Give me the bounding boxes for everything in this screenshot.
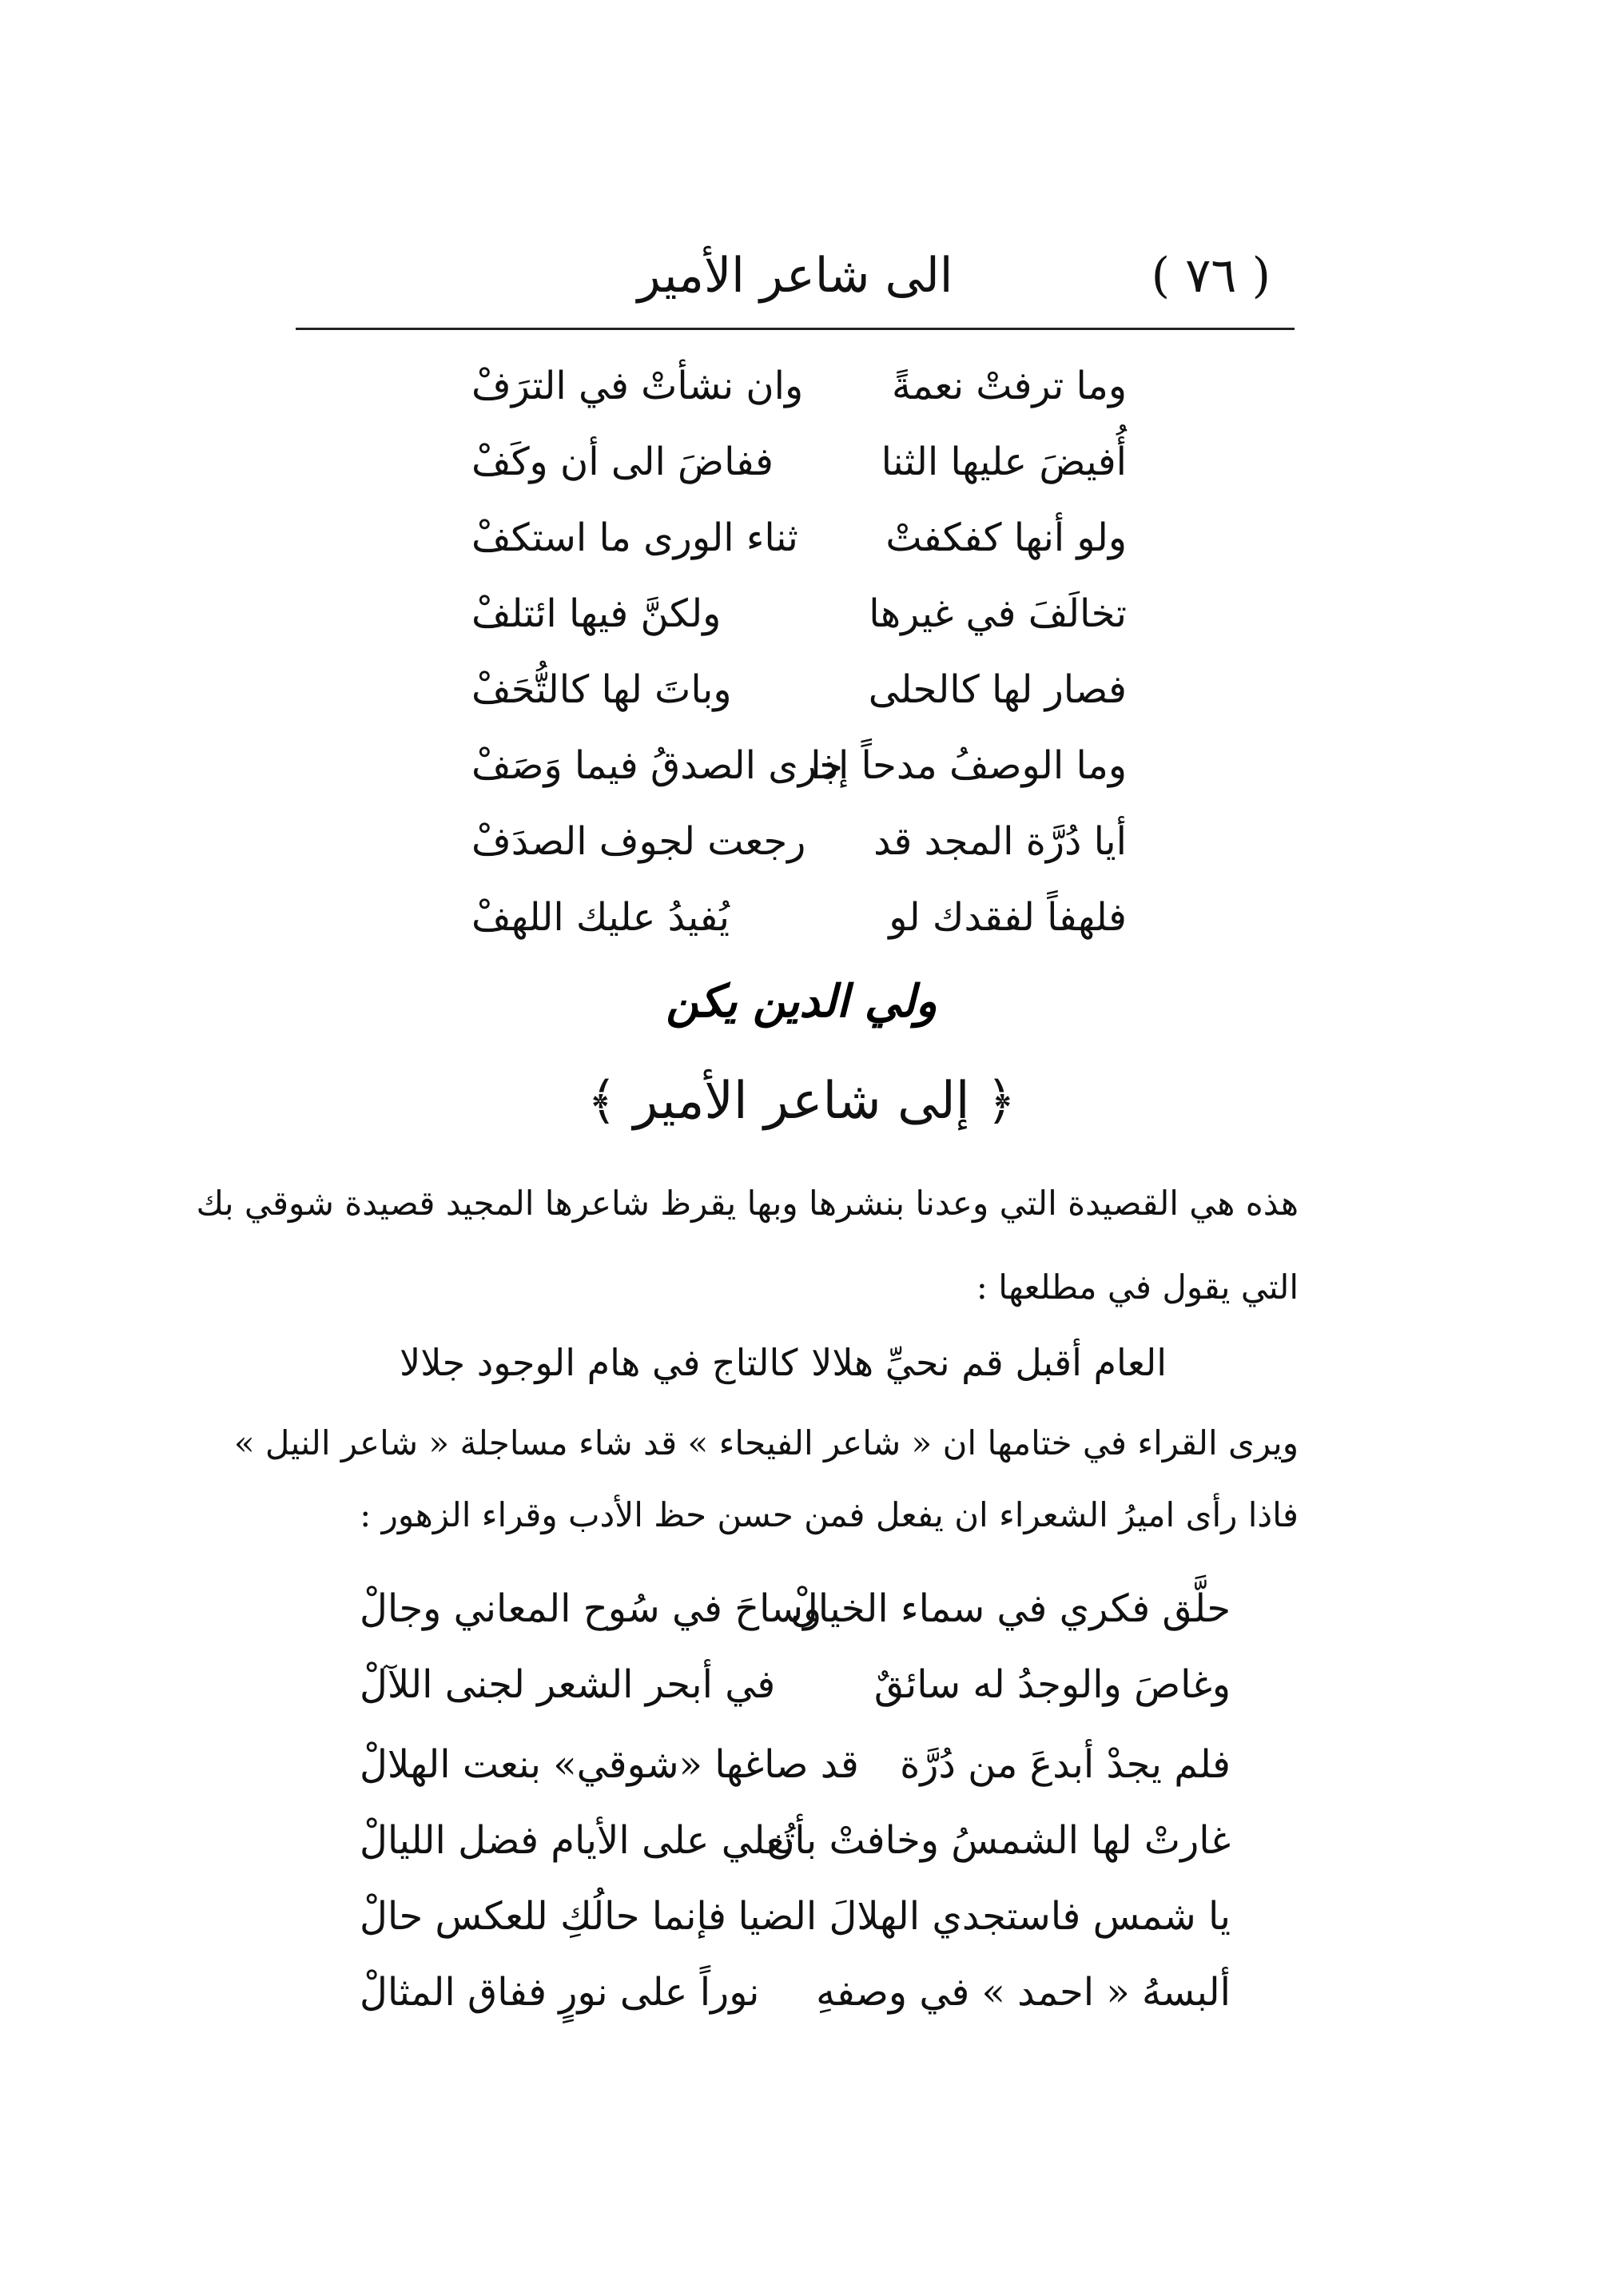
quoted-verse bbox=[400, 1331, 1167, 1395]
second-hemistich: جرى الصدقُ فيما وَصَفْ bbox=[471, 743, 843, 788]
second-hemistich: قد صاغها «شوقي» بنعت الهلالْ bbox=[360, 1742, 859, 1787]
first-hemistich: فلم يجدْ أبدعَ من دُرَّة bbox=[900, 1742, 1231, 1787]
page-number: ( ٧٦ ) bbox=[1151, 248, 1271, 304]
first-hemistich: فصار لها كالحلى bbox=[868, 667, 1127, 712]
second-hemistich: ولكنَّ فيها ائتلفْ bbox=[471, 591, 722, 636]
verse bbox=[471, 352, 1127, 420]
first-hemistich: يا شمس فاستجدي الهلالَ الضيا bbox=[738, 1894, 1231, 1939]
second-hemistich: ففاضَ الى أن وكَفْ bbox=[471, 440, 774, 484]
first-hemistich: العام أقبل قم نحيِّ هلالا bbox=[811, 1341, 1167, 1384]
first-hemistich: وما الوصفُ مدحاً إذا bbox=[810, 743, 1127, 788]
author-signature: ولي الدين يكن bbox=[666, 975, 937, 1028]
verse bbox=[360, 1730, 1231, 1799]
first-hemistich: حلَّق فكري في سماء الخيالْ bbox=[790, 1586, 1231, 1631]
second-hemistich: وساحَ في سُوح المعاني وجالْ bbox=[360, 1586, 822, 1631]
first-hemistich: تخالَفَ في غيرها bbox=[869, 591, 1127, 636]
first-hemistich: ولو أنها كفكفتْ bbox=[885, 515, 1127, 560]
verse bbox=[471, 428, 1127, 496]
verse bbox=[360, 1882, 1231, 1951]
second-hemistich: كالتاج في هام الوجود جلالا bbox=[400, 1341, 798, 1384]
intro-line-2: التي يقول في مطلعها : bbox=[976, 1267, 1299, 1307]
first-hemistich: أُفيضَ عليها الثنا bbox=[881, 440, 1127, 484]
second-hemistich: يُفيدُ عليك اللهفْ bbox=[471, 895, 730, 940]
verse bbox=[360, 1958, 1231, 2027]
second-hemistich: وان نشأتْ في الترَفْ bbox=[471, 364, 804, 408]
page-header bbox=[296, 240, 1295, 312]
note-line-2: فاذا رأى اميرُ الشعراء ان يفعل فمن حسن حظ الأدب وقراء الزهور : bbox=[360, 1495, 1299, 1534]
header-rule bbox=[296, 328, 1295, 330]
second-hemistich: في أبحر الشعر لجنى اللآلْ bbox=[360, 1662, 776, 1707]
second-hemistich: رجعت لجوف الصدَفْ bbox=[471, 819, 806, 864]
first-hemistich: وما ترفتْ نعمةً bbox=[892, 364, 1127, 408]
note-line-1: ويرى القراء في ختامها ان « شاعر الفيحاء » قد شاء مساجلة « شاعر النيل » bbox=[233, 1423, 1299, 1462]
verse bbox=[471, 883, 1127, 952]
verse bbox=[360, 1574, 1231, 1643]
first-hemistich: غارتْ لها الشمسُ وخافتْ بأن bbox=[766, 1818, 1231, 1863]
second-hemistich: وباتَ لها كالتُّحَفْ bbox=[471, 667, 732, 712]
verse bbox=[471, 731, 1127, 800]
first-hemistich: فلهفاً لفقدك لو bbox=[889, 895, 1127, 940]
verse bbox=[471, 503, 1127, 572]
second-hemistich: ثناء الورى ما استكفْ bbox=[471, 515, 798, 560]
first-hemistich: وغاصَ والوجدُ له سائقٌ bbox=[873, 1662, 1231, 1707]
verse bbox=[471, 655, 1127, 724]
first-hemistich: ألبسهُ « احمد » في وصفهِ bbox=[816, 1970, 1231, 2015]
second-hemistich: تُعلي على الأيام فضل الليالْ bbox=[360, 1818, 796, 1863]
verse bbox=[360, 1806, 1231, 1875]
verse bbox=[471, 579, 1127, 648]
article-title: ﴿ إلى شاعر الأمير ﴾ bbox=[587, 1072, 1016, 1131]
running-title: الى شاعر الأمير bbox=[637, 248, 953, 304]
verse bbox=[360, 1650, 1231, 1719]
second-hemistich: نوراً على نورٍ ففاق المثالْ bbox=[360, 1970, 760, 2015]
second-hemistich: فإنما حالُكِ للعكس حالْ bbox=[360, 1894, 726, 1939]
intro-line-1: هذه هي القصيدة التي وعدنا بنشرها وبها يقرظ شاعرها المجيد قصيدة شوقي بك bbox=[196, 1184, 1299, 1223]
verse bbox=[471, 807, 1127, 876]
first-hemistich: أيا دُرَّة المجد قد bbox=[873, 819, 1127, 864]
